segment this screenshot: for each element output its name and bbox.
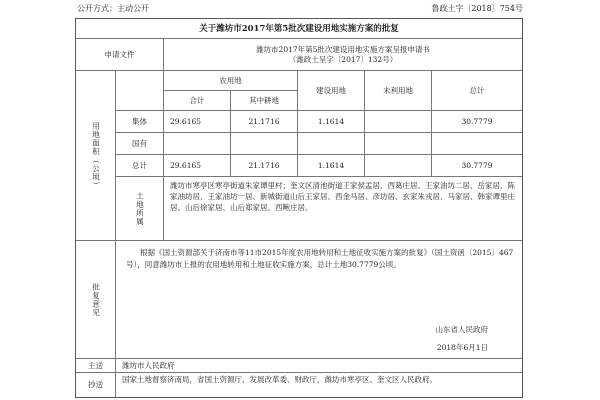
approval-body [116,241,522,359]
header-agricultural: 农用地 [164,71,298,91]
ownership-label: 土地所属 [116,177,164,241]
application-line-2: （潍政土呈字〔2017〕132号） [288,54,398,64]
land-area-side-label: 用地面积（公顷） [76,71,116,241]
cell-state-cultivated [231,133,298,155]
application-text [164,39,522,71]
cell-collective-cultivated: 21.1716 [231,111,298,133]
cell-total-grand-total: 30.7779 [432,155,522,177]
cell-total-construction: 1.1614 [298,155,365,177]
approval-label: 批复意见 [76,241,116,359]
document-number: 鲁政土字〔2018〕754号 [431,4,523,13]
application-label: 申请文件 [76,39,164,71]
document-page [75,0,525,400]
publicity-mode: 公开方式：主动公开 [77,4,149,13]
document-title: 关于潍坊市2017年第5批次建设用地实施方案的批复 [76,19,522,39]
approval-text: 根据《国土资源部关于济南市等11市2015年度农用地转用和土地征收实施方案的批复》（国土资函〔2015〕467号），同意潍坊市上报的农用地转用和土地征收实施方案，总计土地30.7779公顷。 [126,248,514,269]
approval-date: 2018年6月1日 [436,343,488,352]
cell-collective-total: 29.6165 [164,111,231,133]
document-meta [77,3,523,15]
approval-signer: 山东省人民政府 [435,325,488,334]
header-unused: 未利用地 [365,71,432,111]
cell-total-unused [365,155,432,177]
header-blank [116,71,164,111]
cell-total-cultivated: 21.1716 [231,155,298,177]
header-construction: 建设用地 [298,71,365,111]
cell-state-unused [365,133,432,155]
header-grand-total: 总计 [432,71,522,111]
header-cultivated: 其中耕地 [231,91,298,111]
cell-state-construction [298,133,365,155]
cc-label: 抄送 [76,373,116,397]
cc-recipients: 国家土地督察济南局，省国土资源厅、发展改革委、财政厅，潍坊市寒亭区、奎文区人民政府。 [122,375,437,384]
header-agri-total: 合计 [164,91,231,111]
row-label-collective: 集体 [116,111,164,133]
cell-collective-construction: 1.1614 [298,111,365,133]
cell-total-total: 29.6165 [164,155,231,177]
application-line-1: 潍坊市2017年第5批次建设用地实施方案呈报申请书 [256,44,430,54]
row-label-total: 总计 [116,155,164,177]
cell-collective-unused [365,111,432,133]
cell-collective-grand-total: 30.7779 [432,111,522,133]
main-recipient: 潍坊市人民政府 [116,359,522,373]
main-recipient-label: 主送 [76,359,116,373]
cell-state-grand-total [432,133,522,155]
row-label-state: 国有 [116,133,164,155]
ownership-text: 潍坊市寒亭区寒亭街道朱家谭里村；奎文区清池街道王家侯孟居、西葛庄居、王家油坊二居、岳家居、陈家油坊居、王家油坊一居、新城街道山后王家居、西金马居、彦坊居、玄家朱戎居、马家居、韩家谭里庄居、山后徐家居、山后郑家居、西鲍庄居。 [164,177,522,241]
approval-form [75,18,523,398]
cell-state-total [164,133,231,155]
